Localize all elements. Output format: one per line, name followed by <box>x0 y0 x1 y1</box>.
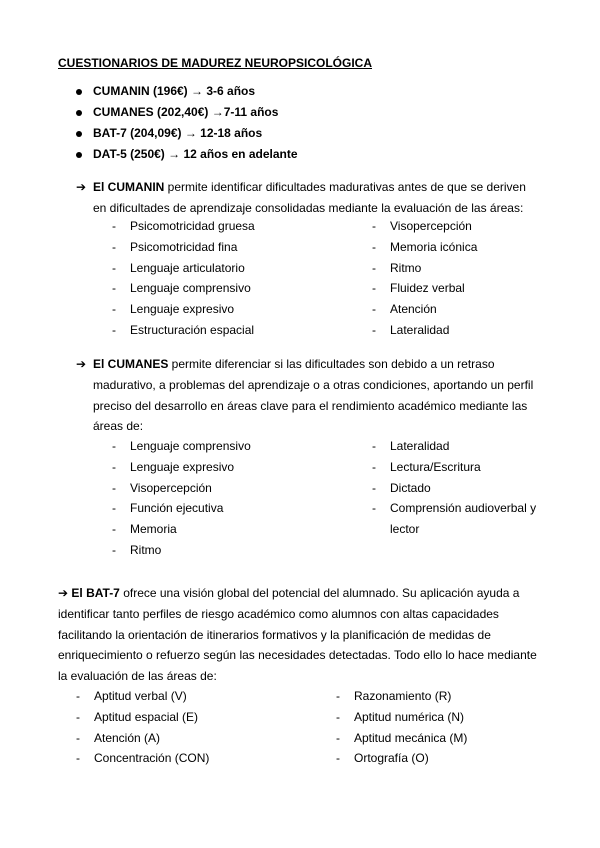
bat7-paragraph <box>58 583 588 687</box>
list-item: BAT-7 (204,09€) → 12-18 años <box>76 126 298 147</box>
list-item: - Aptitud espacial (E) <box>76 709 199 724</box>
list-item: - Ortografía (O) <box>336 751 429 766</box>
cumanin-right-column <box>372 219 572 344</box>
bat7-right-column <box>336 689 536 772</box>
arrow-icon: ➔ <box>76 180 87 194</box>
paragraph-line: El CUMANIN permite identificar dificultades madurativas antes de que se deriven <box>93 180 526 194</box>
paragraph-line: en dificultades de aprendizaje consolidadas mediante la evaluación de las áreas: <box>93 200 524 215</box>
list-item: - Dictado <box>372 480 431 495</box>
paragraph-line: El CUMANES permite diferenciar si las dificultades son debido a un retraso <box>93 357 495 371</box>
list-item: - Atención <box>372 302 437 317</box>
list-item: - Comprensión audioverbal y <box>372 501 537 516</box>
list-item: - Memoria <box>112 522 177 537</box>
list-item: - Aptitud mecánica (M) <box>336 730 468 745</box>
list-item: - Ritmo <box>372 260 422 275</box>
bat7-left-column <box>76 689 326 772</box>
list-item: CUMANIN (196€) → 3-6 años <box>76 84 298 105</box>
list-item: - Psicomotricidad gruesa <box>112 219 255 233</box>
list-item: - Lenguaje comprensivo <box>112 281 251 296</box>
paragraph-line: facilitando la orientación de itinerarios formativos y la planificación de medidas de <box>58 627 491 642</box>
bullet-icon <box>76 152 82 158</box>
list-item: - Lenguaje expresivo <box>112 302 235 317</box>
list-item: CUMANES (202,40€) →7-11 años <box>76 105 298 126</box>
bat7-name: El BAT-7 <box>71 586 120 600</box>
cumanin-name: El CUMANIN <box>93 180 165 194</box>
list-item: - Lenguaje comprensivo <box>112 439 251 453</box>
list-item: - Lenguaje expresivo <box>112 459 235 474</box>
questionnaire-list <box>76 84 298 168</box>
list-item: - Lateralidad <box>372 322 450 337</box>
list-item-continuation: lector <box>390 522 420 537</box>
cumanes-name: El CUMANES <box>93 357 169 371</box>
list-item: - Visopercepción <box>112 480 212 495</box>
paragraph-line: enriquecimiento o refuerzo según las necesidades detectadas. Todo ello lo hace mediante <box>58 648 537 663</box>
paragraph-line: identificar tanto perfiles de riesgo académico como alumnos con altas capacidades <box>58 606 499 621</box>
list-item: - Fluidez verbal <box>372 281 465 296</box>
list-item: - Aptitud verbal (V) <box>76 689 187 703</box>
cumanes-paragraph <box>76 354 576 437</box>
cumanin-left-column <box>112 219 352 344</box>
arrow-icon: ➔ <box>58 586 69 600</box>
paragraph-line: madurativo, a problemas del aprendizaje o a otras condiciones, aportando un perfil <box>93 377 534 392</box>
list-item: - Memoria icónica <box>372 239 478 254</box>
arrow-icon: ➔ <box>76 357 87 371</box>
list-item: - Atención (A) <box>76 730 161 745</box>
list-item: - Lectura/Escritura <box>372 459 481 474</box>
list-item: - Ritmo <box>112 542 162 557</box>
paragraph-line: preciso del desarrollo en áreas clave para el rendimiento académico mediante las <box>93 398 528 413</box>
bullet-icon <box>76 131 82 137</box>
list-item: - Razonamiento (R) <box>336 689 452 703</box>
list-item: - Lateralidad <box>372 439 450 453</box>
list-item: - Función ejecutiva <box>112 501 224 516</box>
page-title: CUESTIONARIOS DE MADUREZ NEUROPSICOLÓGICA <box>58 56 373 70</box>
list-item: - Visopercepción <box>372 219 472 233</box>
list-item: - Concentración (CON) <box>76 751 210 766</box>
cumanes-left-column <box>112 439 352 564</box>
cumanes-right-column <box>372 439 572 543</box>
bullet-icon <box>76 89 82 95</box>
cumanin-paragraph <box>76 177 576 219</box>
list-item: - Aptitud numérica (N) <box>336 709 465 724</box>
paragraph-line: áreas de: <box>93 419 144 434</box>
list-item: DAT-5 (250€) → 12 años en adelante <box>76 147 298 168</box>
paragraph-line: ➔ El BAT-7 ofrece una visión global del potencial del alumnado. Su aplicación ayuda a <box>58 586 520 600</box>
list-item: - Estructuración espacial <box>112 322 255 337</box>
paragraph-line: la evaluación de las áreas de: <box>58 669 217 684</box>
list-item: - Lenguaje articulatorio <box>112 260 245 275</box>
list-item: - Psicomotricidad fina <box>112 239 238 254</box>
bullet-icon <box>76 110 82 116</box>
